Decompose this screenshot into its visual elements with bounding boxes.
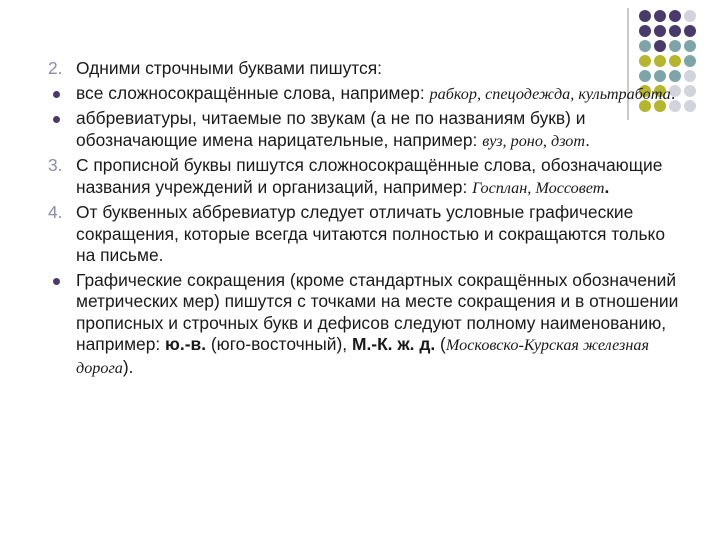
item-3-capital-letter <box>48 155 688 199</box>
example-text: вуз, роно, дзот <box>482 131 586 150</box>
example-text: Московско-Курская железная дорога <box>76 336 650 377</box>
paren-open: ( <box>435 334 446 354</box>
item-number: 3. <box>48 155 63 175</box>
item-text: все сложносокращённые слова, например: <box>76 82 430 103</box>
decor-dot <box>639 25 651 37</box>
item-4-graphic-abbreviations <box>48 202 688 267</box>
bullet-icon <box>53 278 60 285</box>
decor-dot <box>669 25 681 37</box>
item-2-heading <box>48 58 688 80</box>
example-text: рабкор, спецодежда, культработа <box>429 84 671 103</box>
item-number: 2. <box>48 58 63 78</box>
item-text: От буквенных аббревиатур следует отличать условные графические сокращения, которые всегда читаются полностью и сокращаются только на письме. <box>76 202 666 265</box>
decor-dot <box>654 40 666 52</box>
decor-dot <box>684 10 696 22</box>
item-end: . <box>604 176 610 197</box>
decor-dot <box>639 40 651 52</box>
item-end: . <box>670 82 676 103</box>
item-text: С прописной буквы пишутся сложносокращённые слова, обозначающие названия учреждений и организаций, например: <box>76 155 663 197</box>
bullet-item-abbreviations <box>48 108 688 152</box>
decor-dot <box>639 10 651 22</box>
item-end: . <box>585 129 590 150</box>
decor-dot <box>684 25 696 37</box>
bullet-icon <box>53 91 60 98</box>
decor-dot <box>669 10 681 22</box>
bullet-icon <box>53 116 60 123</box>
item-text: Графические сокращения (кроме стандартных сокращённых обозначений метрических мер) пишутся с точками на месте сокращения и в отношении прописных и строчных букв и дефисов следуют полному наименованию, например: <box>76 269 679 354</box>
example-text: Госплан, Моссовет <box>472 178 605 197</box>
decor-dot <box>684 40 696 52</box>
item-number: 4. <box>48 202 63 222</box>
decor-dot <box>654 25 666 37</box>
decor-dot <box>654 10 666 22</box>
paren-close: ). <box>122 356 134 377</box>
abbreviation-gloss: (юго-восточный), <box>206 334 352 354</box>
abbreviation-example: ю.-в. <box>165 334 207 354</box>
bullet-item-compound-words <box>48 83 688 106</box>
item-text: аббревиатуры, читаемые по звукам (а не по названиям букв) и обозначающие имена нарицательные, например: <box>76 108 586 150</box>
decor-dot <box>669 40 681 52</box>
bullet-item-graphic-abbreviations <box>48 270 688 380</box>
abbreviation-example: М.-К. ж. д. <box>351 334 436 354</box>
slide-content <box>48 58 688 382</box>
item-text: Одними строчными буквами пишутся: <box>76 58 382 78</box>
